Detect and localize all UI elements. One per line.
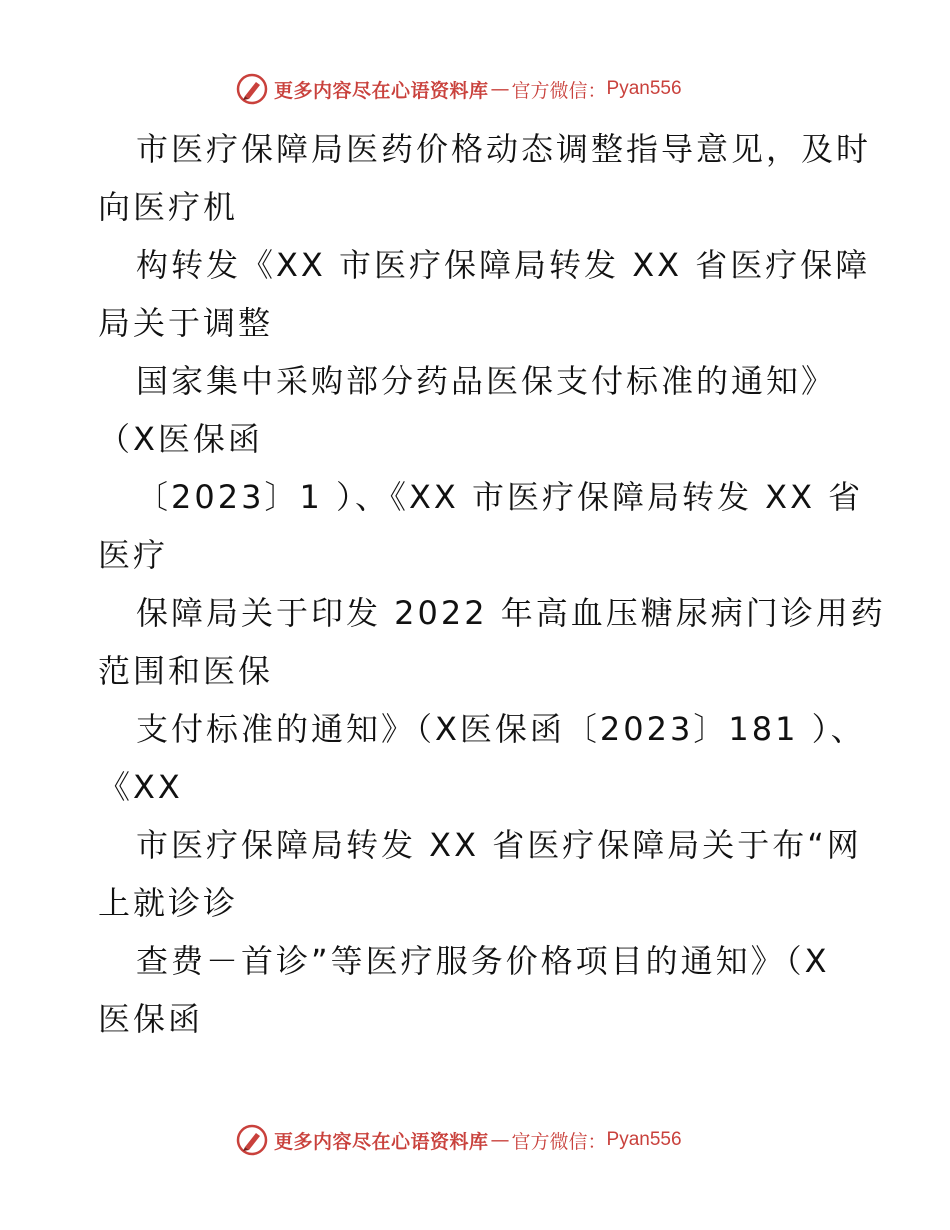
banner-dash: — xyxy=(490,1129,510,1151)
banner-wechat-id: Pyan556 xyxy=(606,1129,682,1150)
banner-wechat-id: Pyan556 xyxy=(606,78,682,99)
pen-logo-icon xyxy=(236,1124,268,1156)
body-line: 〔2023〕1 ）、《XX 市医疗保障局转发 XX 省 xyxy=(136,478,864,516)
document-body xyxy=(98,120,886,1048)
body-line: 市医疗保障局转发 XX 省医疗保障局关于布“网 xyxy=(136,826,862,864)
banner-official-label: 官方微信： xyxy=(511,79,607,102)
pen-logo-icon xyxy=(236,73,268,105)
body-line: 查费－首诊”等医疗服务价格项目的通知》（X xyxy=(136,942,830,980)
body-line: 《XX xyxy=(98,768,183,806)
body-line: 局关于调整 xyxy=(98,304,274,342)
body-line: 医疗 xyxy=(98,536,169,574)
banner-dash: — xyxy=(490,78,510,100)
body-line: 范围和医保 xyxy=(98,652,274,690)
body-line: （X医保函 xyxy=(98,420,263,458)
body-line: 上就诊诊 xyxy=(98,884,239,922)
body-line: 保障局关于印发 2022 年高血压糖尿病门诊用药 xyxy=(136,594,886,632)
footer-banner xyxy=(236,1123,682,1157)
body-line: 构转发《XX 市医疗保障局转发 XX 省医疗保障 xyxy=(136,246,871,284)
body-line: 医保函 xyxy=(98,1000,204,1038)
body-line: 国家集中采购部分药品医保支付标准的通知》 xyxy=(136,362,837,400)
body-line: 市医疗保障局医药价格动态调整指导意见，及时 xyxy=(136,130,872,168)
banner-brand-text: 更多内容尽在心语资料库 xyxy=(274,1130,489,1153)
banner-official-label: 官方微信： xyxy=(511,1130,607,1153)
body-line: 支付标准的通知》（X医保函〔2023〕181 ）、 xyxy=(136,710,866,748)
body-line: 向医疗机 xyxy=(98,188,239,226)
banner-brand-text: 更多内容尽在心语资料库 xyxy=(274,79,489,102)
header-banner xyxy=(236,72,682,106)
